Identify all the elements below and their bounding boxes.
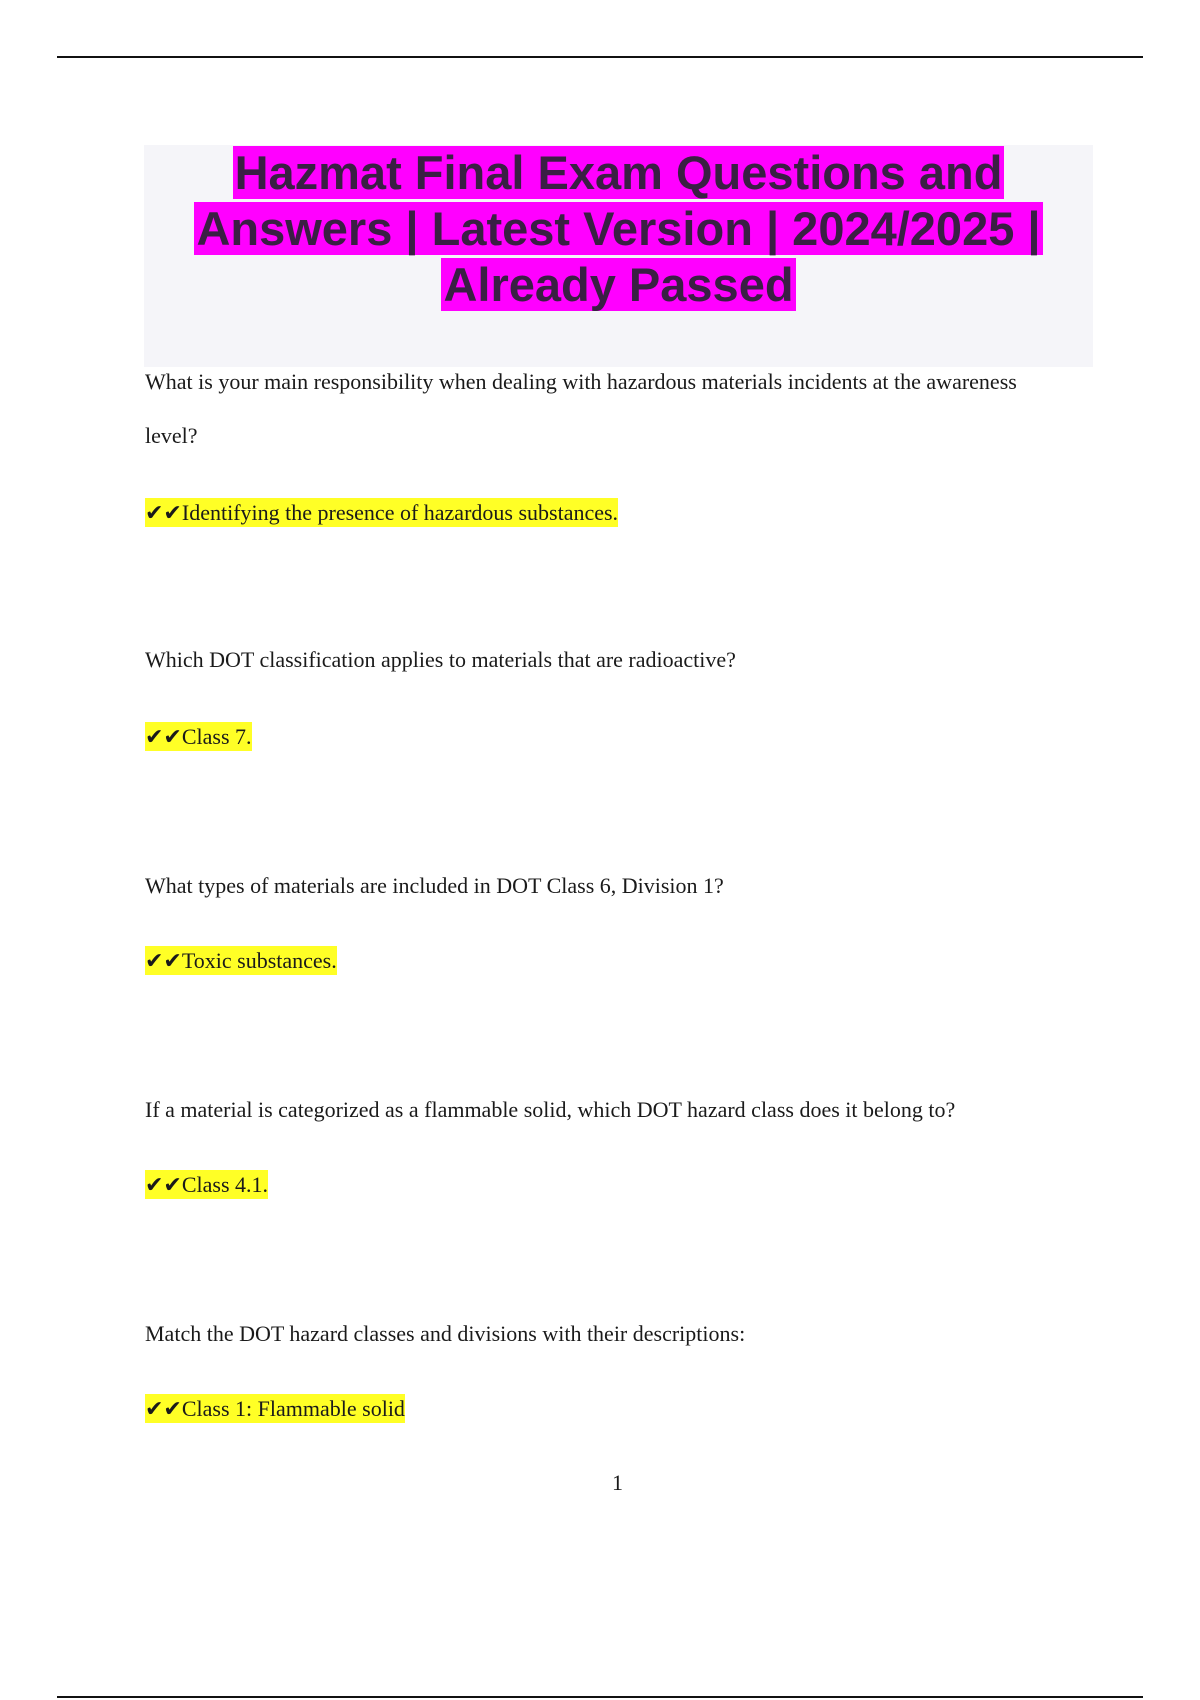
answer-5 xyxy=(145,1395,405,1424)
answer-5-text: Class 1: Flammable solid xyxy=(181,1396,405,1421)
answer-3-text: Toxic substances. xyxy=(181,948,337,973)
question-2: Which DOT classification applies to materials that are radioactive? xyxy=(145,647,736,672)
answer-4-highlight xyxy=(145,1170,268,1199)
answer-4-text: Class 4.1. xyxy=(181,1172,269,1197)
answer-3-highlight xyxy=(145,946,337,975)
title-box xyxy=(144,145,1093,367)
answer-3 xyxy=(145,947,337,976)
document-title-text: Hazmat Final Exam Questions and Answers | Latest Version | 2024/2025 | Already Passed xyxy=(196,146,1041,311)
question-1: What is your main responsibility when dealing with hazardous materials incidents at the awareness level? xyxy=(145,369,1017,448)
double-check-icon: ✔✔ xyxy=(145,949,182,974)
answer-5-highlight xyxy=(145,1394,405,1423)
answer-4 xyxy=(145,1171,268,1200)
top-rule xyxy=(57,56,1143,58)
double-check-icon: ✔✔ xyxy=(145,725,182,750)
answer-2-text: Class 7. xyxy=(181,724,252,749)
question-5: Match the DOT hazard classes and divisions with their descriptions: xyxy=(145,1321,746,1346)
answer-1-text: Identifying the presence of hazardous substances. xyxy=(181,500,619,525)
document-title xyxy=(179,145,1059,313)
answer-1 xyxy=(145,499,618,528)
double-check-icon: ✔✔ xyxy=(145,501,182,526)
page-number: 1 xyxy=(612,1470,623,1495)
answer-2-highlight xyxy=(145,722,252,751)
answer-1-highlight xyxy=(145,498,618,527)
question-4: If a material is categorized as a flammable solid, which DOT hazard class does it belong to? xyxy=(145,1097,956,1122)
answer-2 xyxy=(145,723,252,752)
double-check-icon: ✔✔ xyxy=(145,1397,182,1422)
double-check-icon: ✔✔ xyxy=(145,1173,182,1198)
question-3: What types of materials are included in DOT Class 6, Division 1? xyxy=(145,873,724,898)
bottom-rule xyxy=(57,1696,1143,1698)
